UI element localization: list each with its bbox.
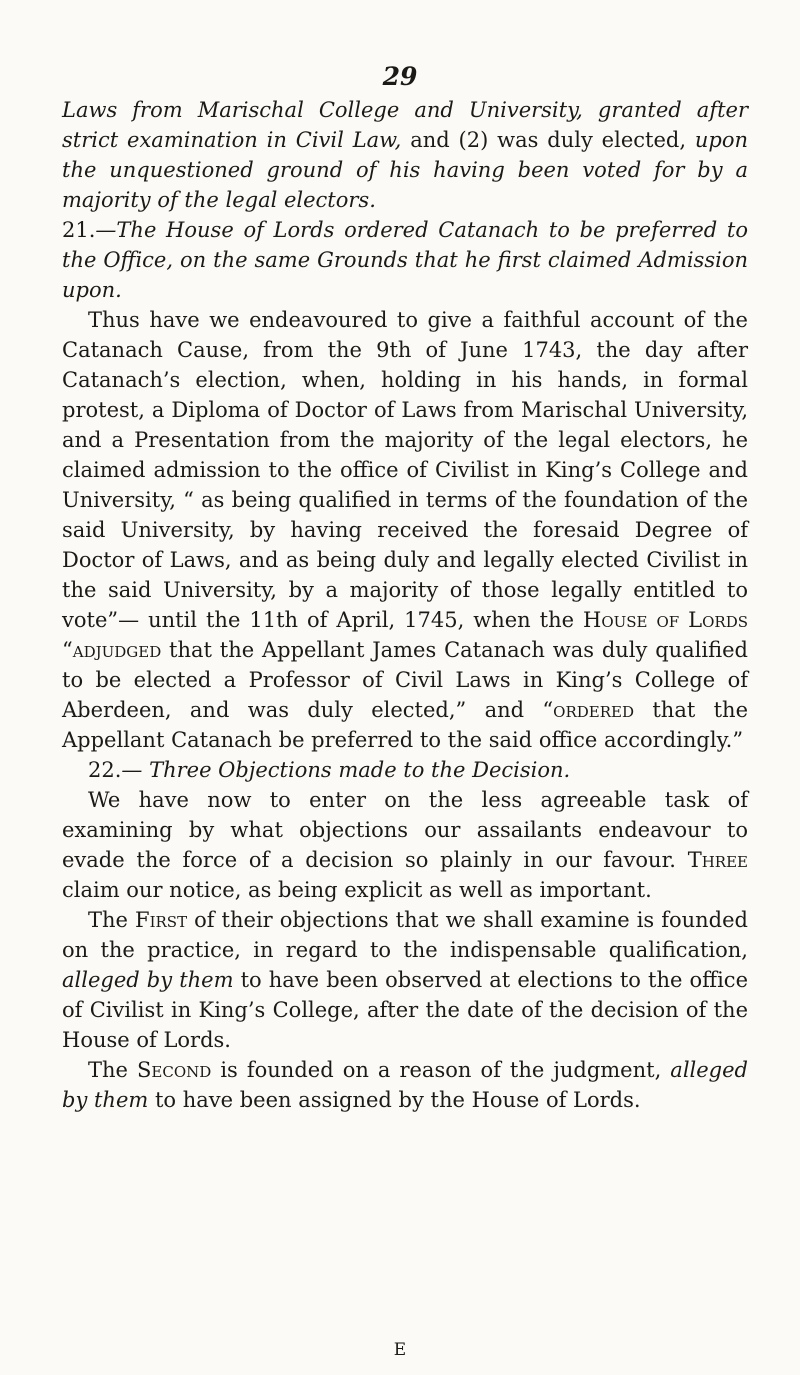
section-21-heading xyxy=(62,215,748,305)
objections-smallcaps-1: Three xyxy=(687,848,748,872)
second-italic-1: alleged by them xyxy=(62,1058,748,1112)
second-text-2: is founded on a reason of the judgment, xyxy=(211,1058,671,1082)
first-text-1: The xyxy=(88,908,135,932)
catanach-text-4: that the Appellant Catanach be preferred to the said office accordingly.” xyxy=(62,698,748,752)
intro-italic-2: upon the unquestioned ground of his having been voted for by a majority of the legal electors. xyxy=(62,128,748,212)
first-italic-1: alleged by them xyxy=(62,968,234,992)
section-22-heading xyxy=(62,755,748,785)
intro-paragraph xyxy=(62,95,748,215)
second-text-1: The xyxy=(88,1058,138,1082)
objections-text-2: claim our notice, as being explicit as well as important. xyxy=(62,878,652,902)
intro-text-1: and (2) was duly elected, xyxy=(401,128,695,152)
first-text-3: to have been observed at elections to the office of Civilist in King’s College, after the date of the decision of the House of Lords. xyxy=(62,968,749,1052)
first-objection-paragraph xyxy=(62,905,748,1055)
objections-paragraph xyxy=(62,785,748,905)
objections-text-1: We have now to enter on the less agreeable task of examining by what objections our assailants endeavour to evade the force of a decision so plainly in our favour. xyxy=(62,788,748,872)
second-objection-paragraph xyxy=(62,1055,748,1115)
catanach-paragraph xyxy=(62,305,748,755)
catanach-text-3: that the Appellant James Catanach was duly qualified to be elected a Professor of Civil Laws in King’s College of Aberdeen, and was duly elected,” and “ xyxy=(62,638,748,722)
catanach-smallcaps-1: House of Lords xyxy=(583,608,749,632)
section-21-title: —The House of Lords ordered Catanach to be preferred to the Office, on the same Grounds that he first claimed Admission upon. xyxy=(62,218,748,302)
catanach-text-2: “ xyxy=(62,638,73,662)
second-text-3: to have been assigned by the House of Lords. xyxy=(148,1088,641,1112)
signature-mark: E xyxy=(393,1340,407,1360)
section-22-number: 22. xyxy=(88,758,122,782)
second-smallcaps-1: Second xyxy=(137,1058,212,1082)
catanach-smallcaps-2: adjudged xyxy=(72,638,162,662)
first-text-2: of their objections that we shall examine is founded on the practice, in regard to the indispensable qualification, xyxy=(62,908,748,962)
intro-italic-1: Laws from Marischal College and University, granted after strict examination in Civil Law, xyxy=(62,98,748,152)
catanach-smallcaps-3: ordered xyxy=(553,698,635,722)
page-number: 29 xyxy=(382,62,418,91)
first-smallcaps-1: First xyxy=(135,908,188,932)
catanach-text-1: Thus have we endeavoured to give a faithful account of the Catanach Cause, from the 9th of June 1743, the day after Catanach’s election, when, holding in his hands, in formal protest, a Diploma of Doctor of Laws from Marischal University, and a Presentation from the majority of the legal electors, he claimed admission to the office of Civilist in King’s College and University, “ as being qualified in terms of the foundation of the said University, by having received the foresaid Degree of Doctor of Laws, and as being duly and legally elected Civilist in the said University, by a majority of those legally entitled to vote”— until the 11th of April, 1745, when the xyxy=(62,308,748,632)
page-body xyxy=(62,95,748,1115)
section-21-number: 21. xyxy=(62,218,96,242)
section-22-title: — Three Objections made to the Decision. xyxy=(121,758,571,782)
